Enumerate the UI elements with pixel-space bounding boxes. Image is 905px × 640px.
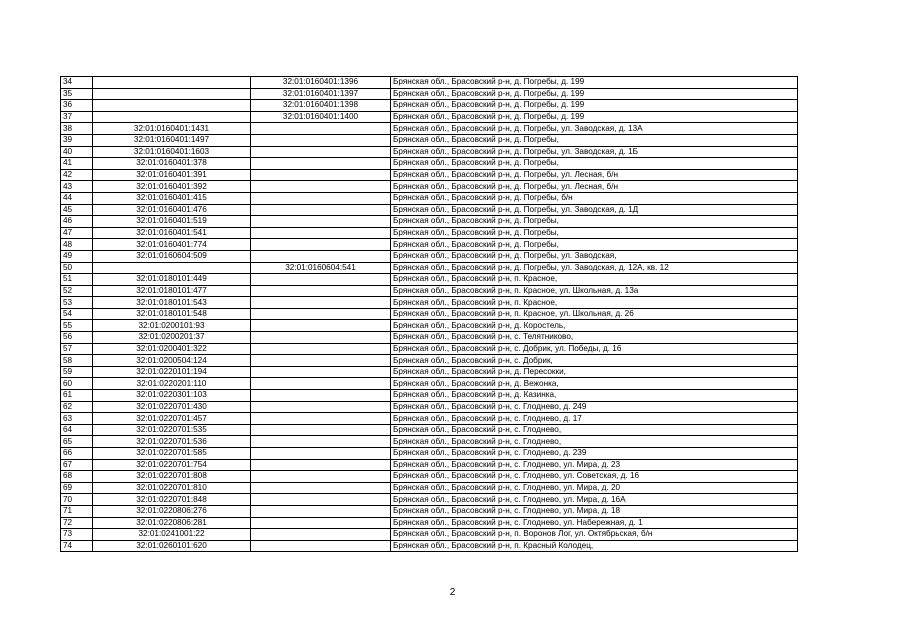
table-row — [61, 378, 798, 390]
cadastral-number-secondary — [251, 505, 391, 517]
page-number: 2 — [449, 587, 456, 598]
address-cell: Брянская обл., Брасовский р-н, с. Глоднево, д. 239 — [391, 448, 798, 460]
cadastral-number-secondary — [251, 123, 391, 135]
address-cell: Брянская обл., Брасовский р-н, с. Глоднево, ул. Набережная, д. 1 — [391, 517, 798, 529]
row-number: 74 — [61, 540, 93, 552]
address-cell: Брянская обл., Брасовский р-н, с. Глоднево, ул. Мира, д. 23 — [391, 459, 798, 471]
address-cell: Брянская обл., Брасовский р-н, д. Погребы, ул. Заводская, д. 1Б — [391, 146, 798, 158]
row-number: 55 — [61, 320, 93, 332]
table-row — [61, 158, 798, 170]
table-row — [61, 134, 798, 146]
cadastral-number-secondary: 32:01:0160604:541 — [251, 262, 391, 274]
table-row — [61, 181, 798, 193]
cadastral-number-primary: 32:01:0160401:541 — [93, 227, 251, 239]
cadastral-number-primary: 32:01:0260101:620 — [93, 540, 251, 552]
cadastral-number-secondary — [251, 540, 391, 552]
cadastral-number-secondary — [251, 308, 391, 320]
row-number: 46 — [61, 216, 93, 228]
cadastral-number-primary: 32:01:0220101:194 — [93, 366, 251, 378]
cadastral-number-primary: 32:01:0160401:391 — [93, 169, 251, 181]
address-cell: Брянская обл., Брасовский р-н, с. Глоднево, ул. Мира, д. 18 — [391, 505, 798, 517]
cadastral-number-secondary — [251, 401, 391, 413]
table-row — [61, 355, 798, 367]
row-number: 66 — [61, 448, 93, 460]
address-cell: Брянская обл., Брасовский р-н, д. Погребы, ул. Лесная, б/н — [391, 169, 798, 181]
table-row — [61, 401, 798, 413]
cadastral-number-primary: 32:01:0160401:476 — [93, 204, 251, 216]
cadastral-number-primary: 32:01:0160401:415 — [93, 192, 251, 204]
row-number: 40 — [61, 146, 93, 158]
table-row — [61, 413, 798, 425]
row-number: 36 — [61, 100, 93, 112]
cadastral-number-secondary — [251, 413, 391, 425]
address-cell: Брянская обл., Брасовский р-н, д. Погребы, ул. Заводская, д. 13А — [391, 123, 798, 135]
table-row — [61, 146, 798, 158]
table-row — [61, 424, 798, 436]
table-row — [61, 100, 798, 112]
table-row — [61, 366, 798, 378]
address-cell: Брянская обл., Брасовский р-н, д. Погребы, д. 199 — [391, 77, 798, 89]
address-cell: Брянская обл., Брасовский р-н, п. Красное, — [391, 297, 798, 309]
row-number: 57 — [61, 343, 93, 355]
cadastral-number-primary: 32:01:0200201:37 — [93, 332, 251, 344]
cadastral-number-secondary — [251, 192, 391, 204]
row-number: 63 — [61, 413, 93, 425]
cadastral-number-primary: 32:01:0220701:535 — [93, 424, 251, 436]
cadastral-number-primary: 32:01:0220701:848 — [93, 494, 251, 506]
address-cell: Брянская обл., Брасовский р-н, д. Погребы, ул. Заводская, д. 1Д — [391, 204, 798, 216]
row-number: 53 — [61, 297, 93, 309]
cadastral-number-primary — [93, 100, 251, 112]
address-cell: Брянская обл., Брасовский р-н, д. Погребы, — [391, 134, 798, 146]
cadastral-number-secondary — [251, 146, 391, 158]
cadastral-number-primary: 32:01:0220701:536 — [93, 436, 251, 448]
cadastral-number-secondary — [251, 134, 391, 146]
cadastral-number-primary: 32:01:0160401:519 — [93, 216, 251, 228]
cadastral-number-secondary — [251, 320, 391, 332]
row-number: 47 — [61, 227, 93, 239]
cadastral-number-secondary — [251, 459, 391, 471]
address-cell: Брянская обл., Брасовский р-н, п. Красное, — [391, 274, 798, 286]
cadastral-number-primary: 32:01:0200101:93 — [93, 320, 251, 332]
table-row — [61, 494, 798, 506]
row-number: 71 — [61, 505, 93, 517]
table-row — [61, 111, 798, 123]
address-cell: Брянская обл., Брасовский р-н, с. Глоднево, д. 17 — [391, 413, 798, 425]
cadastral-number-secondary — [251, 169, 391, 181]
cadastral-number-secondary — [251, 448, 391, 460]
address-cell: Брянская обл., Брасовский р-н, с. Глоднево, ул. Мира, д. 20 — [391, 482, 798, 494]
row-number: 67 — [61, 459, 93, 471]
row-number: 37 — [61, 111, 93, 123]
table-row — [61, 448, 798, 460]
address-cell: Брянская обл., Брасовский р-н, с. Глоднево, — [391, 424, 798, 436]
address-cell: Брянская обл., Брасовский р-н, д. Погребы, ул. Заводская, д. 12А, кв. 12 — [391, 262, 798, 274]
address-cell: Брянская обл., Брасовский р-н, с. Глоднево, д. 249 — [391, 401, 798, 413]
cadastral-number-secondary: 32:01:0160401:1397 — [251, 88, 391, 100]
cadastral-number-primary: 32:01:0220701:430 — [93, 401, 251, 413]
cadastral-number-secondary — [251, 471, 391, 483]
cadastral-number-secondary — [251, 436, 391, 448]
table-row — [61, 308, 798, 320]
cadastral-number-primary: 32:01:0220806:276 — [93, 505, 251, 517]
address-cell: Брянская обл., Брасовский р-н, д. Коростель, — [391, 320, 798, 332]
cadastral-number-primary: 32:01:0220701:457 — [93, 413, 251, 425]
address-cell: Брянская обл., Брасовский р-н, д. Погребы, — [391, 158, 798, 170]
cadastral-number-secondary — [251, 274, 391, 286]
address-cell: Брянская обл., Брасовский р-н, д. Погребы, д. 199 — [391, 111, 798, 123]
cadastral-number-secondary — [251, 517, 391, 529]
cadastral-number-secondary — [251, 158, 391, 170]
table-row — [61, 505, 798, 517]
cadastral-number-primary: 32:01:0160401:1431 — [93, 123, 251, 135]
cadastral-number-secondary — [251, 285, 391, 297]
table-row — [61, 390, 798, 402]
cadastral-number-primary: 32:01:0220806:281 — [93, 517, 251, 529]
cadastral-number-primary: 32:01:0160401:1603 — [93, 146, 251, 158]
table-row — [61, 482, 798, 494]
row-number: 50 — [61, 262, 93, 274]
table-row — [61, 529, 798, 541]
row-number: 48 — [61, 239, 93, 251]
row-number: 64 — [61, 424, 93, 436]
cadastral-table-body — [61, 77, 798, 552]
table-row — [61, 192, 798, 204]
cadastral-number-secondary — [251, 390, 391, 402]
row-number: 41 — [61, 158, 93, 170]
cadastral-number-secondary — [251, 366, 391, 378]
cadastral-number-primary: 32:01:0200504:124 — [93, 355, 251, 367]
address-cell: Брянская обл., Брасовский р-н, д. Погребы, ул. Заводская, — [391, 250, 798, 262]
row-number: 58 — [61, 355, 93, 367]
cadastral-number-secondary — [251, 181, 391, 193]
address-cell: Брянская обл., Брасовский р-н, д. Погребы, — [391, 216, 798, 228]
table-row — [61, 88, 798, 100]
cadastral-number-secondary — [251, 343, 391, 355]
cadastral-number-primary: 32:01:0220701:808 — [93, 471, 251, 483]
cadastral-number-primary: 32:01:0200401:322 — [93, 343, 251, 355]
cadastral-number-secondary — [251, 227, 391, 239]
table-row — [61, 274, 798, 286]
cadastral-number-primary: 32:01:0220201:110 — [93, 378, 251, 390]
address-cell: Брянская обл., Брасовский р-н, д. Казинка, — [391, 390, 798, 402]
table-row — [61, 239, 798, 251]
row-number: 35 — [61, 88, 93, 100]
row-number: 73 — [61, 529, 93, 541]
table-row — [61, 123, 798, 135]
table-row — [61, 169, 798, 181]
row-number: 62 — [61, 401, 93, 413]
table-row — [61, 517, 798, 529]
cadastral-number-secondary — [251, 494, 391, 506]
cadastral-number-secondary — [251, 482, 391, 494]
row-number: 70 — [61, 494, 93, 506]
table-row — [61, 343, 798, 355]
row-number: 54 — [61, 308, 93, 320]
cadastral-number-primary — [93, 262, 251, 274]
table-row — [61, 540, 798, 552]
cadastral-number-primary: 32:01:0160604:509 — [93, 250, 251, 262]
row-number: 44 — [61, 192, 93, 204]
address-cell: Брянская обл., Брасовский р-н, д. Пересокки, — [391, 366, 798, 378]
table-row — [61, 332, 798, 344]
row-number: 39 — [61, 134, 93, 146]
cadastral-number-primary: 32:01:0220701:810 — [93, 482, 251, 494]
row-number: 34 — [61, 77, 93, 89]
address-cell: Брянская обл., Брасовский р-н, п. Воронов Лог, ул. Октябрьская, б/н — [391, 529, 798, 541]
address-cell: Брянская обл., Брасовский р-н, д. Погребы, б/н — [391, 192, 798, 204]
address-cell: Брянская обл., Брасовский р-н, д. Погребы, д. 199 — [391, 100, 798, 112]
address-cell: Брянская обл., Брасовский р-н, с. Глоднево, ул. Советская, д. 16 — [391, 471, 798, 483]
table-row — [61, 216, 798, 228]
cadastral-number-primary: 32:01:0180101:477 — [93, 285, 251, 297]
cadastral-table — [60, 76, 798, 552]
cadastral-number-primary: 32:01:0160401:378 — [93, 158, 251, 170]
address-cell: Брянская обл., Брасовский р-н, п. Красное, ул. Школьная, д. 26 — [391, 308, 798, 320]
cadastral-number-primary: 32:01:0160401:1497 — [93, 134, 251, 146]
address-cell: Брянская обл., Брасовский р-н, д. Погребы, д. 199 — [391, 88, 798, 100]
cadastral-number-secondary — [251, 332, 391, 344]
row-number: 68 — [61, 471, 93, 483]
address-cell: Брянская обл., Брасовский р-н, с. Глоднево, ул. Мира, д. 16А — [391, 494, 798, 506]
cadastral-number-secondary — [251, 355, 391, 367]
cadastral-number-secondary — [251, 239, 391, 251]
row-number: 45 — [61, 204, 93, 216]
cadastral-number-secondary — [251, 529, 391, 541]
address-cell: Брянская обл., Брасовский р-н, д. Вежонка, — [391, 378, 798, 390]
cadastral-number-secondary — [251, 250, 391, 262]
row-number: 61 — [61, 390, 93, 402]
cadastral-number-primary: 32:01:0220301:103 — [93, 390, 251, 402]
table-row — [61, 250, 798, 262]
table-row — [61, 204, 798, 216]
cadastral-number-secondary — [251, 424, 391, 436]
cadastral-number-primary: 32:01:0220701:585 — [93, 448, 251, 460]
address-cell: Брянская обл., Брасовский р-н, с. Глоднево, — [391, 436, 798, 448]
cadastral-number-secondary — [251, 216, 391, 228]
cadastral-number-primary: 32:01:0220701:754 — [93, 459, 251, 471]
row-number: 51 — [61, 274, 93, 286]
row-number: 65 — [61, 436, 93, 448]
row-number: 69 — [61, 482, 93, 494]
cadastral-number-primary: 32:01:0160401:392 — [93, 181, 251, 193]
row-number: 38 — [61, 123, 93, 135]
address-cell: Брянская обл., Брасовский р-н, д. Погребы, ул. Лесная, б/н — [391, 181, 798, 193]
cadastral-number-secondary — [251, 297, 391, 309]
table-row — [61, 285, 798, 297]
cadastral-number-primary: 32:01:0180101:548 — [93, 308, 251, 320]
address-cell: Брянская обл., Брасовский р-н, п. Красный Колодец, — [391, 540, 798, 552]
table-row — [61, 297, 798, 309]
cadastral-number-primary: 32:01:0241001:22 — [93, 529, 251, 541]
table-row — [61, 77, 798, 89]
table-row — [61, 320, 798, 332]
cadastral-number-secondary: 32:01:0160401:1400 — [251, 111, 391, 123]
cadastral-number-primary — [93, 88, 251, 100]
row-number: 59 — [61, 366, 93, 378]
address-cell: Брянская обл., Брасовский р-н, д. Погребы, — [391, 239, 798, 251]
row-number: 52 — [61, 285, 93, 297]
address-cell: Брянская обл., Брасовский р-н, с. Добрик, — [391, 355, 798, 367]
cadastral-number-primary — [93, 77, 251, 89]
row-number: 49 — [61, 250, 93, 262]
cadastral-number-primary — [93, 111, 251, 123]
row-number: 43 — [61, 181, 93, 193]
address-cell: Брянская обл., Брасовский р-н, с. Телятниково, — [391, 332, 798, 344]
row-number: 60 — [61, 378, 93, 390]
cadastral-number-primary: 32:01:0180101:543 — [93, 297, 251, 309]
address-cell: Брянская обл., Брасовский р-н, с. Добрик, ул. Победы, д. 16 — [391, 343, 798, 355]
address-cell: Брянская обл., Брасовский р-н, д. Погребы, — [391, 227, 798, 239]
cadastral-number-secondary: 32:01:0160401:1398 — [251, 100, 391, 112]
table-row — [61, 227, 798, 239]
cadastral-number-secondary — [251, 204, 391, 216]
table-row — [61, 436, 798, 448]
cadastral-number-secondary: 32:01:0160401:1396 — [251, 77, 391, 89]
row-number: 56 — [61, 332, 93, 344]
table-row — [61, 471, 798, 483]
row-number: 72 — [61, 517, 93, 529]
cadastral-number-primary: 32:01:0160401:774 — [93, 239, 251, 251]
cadastral-number-secondary — [251, 378, 391, 390]
table-row — [61, 459, 798, 471]
address-cell: Брянская обл., Брасовский р-н, п. Красное, ул. Школьная, д. 13а — [391, 285, 798, 297]
row-number: 42 — [61, 169, 93, 181]
cadastral-number-primary: 32:01:0180101:449 — [93, 274, 251, 286]
table-row — [61, 262, 798, 274]
